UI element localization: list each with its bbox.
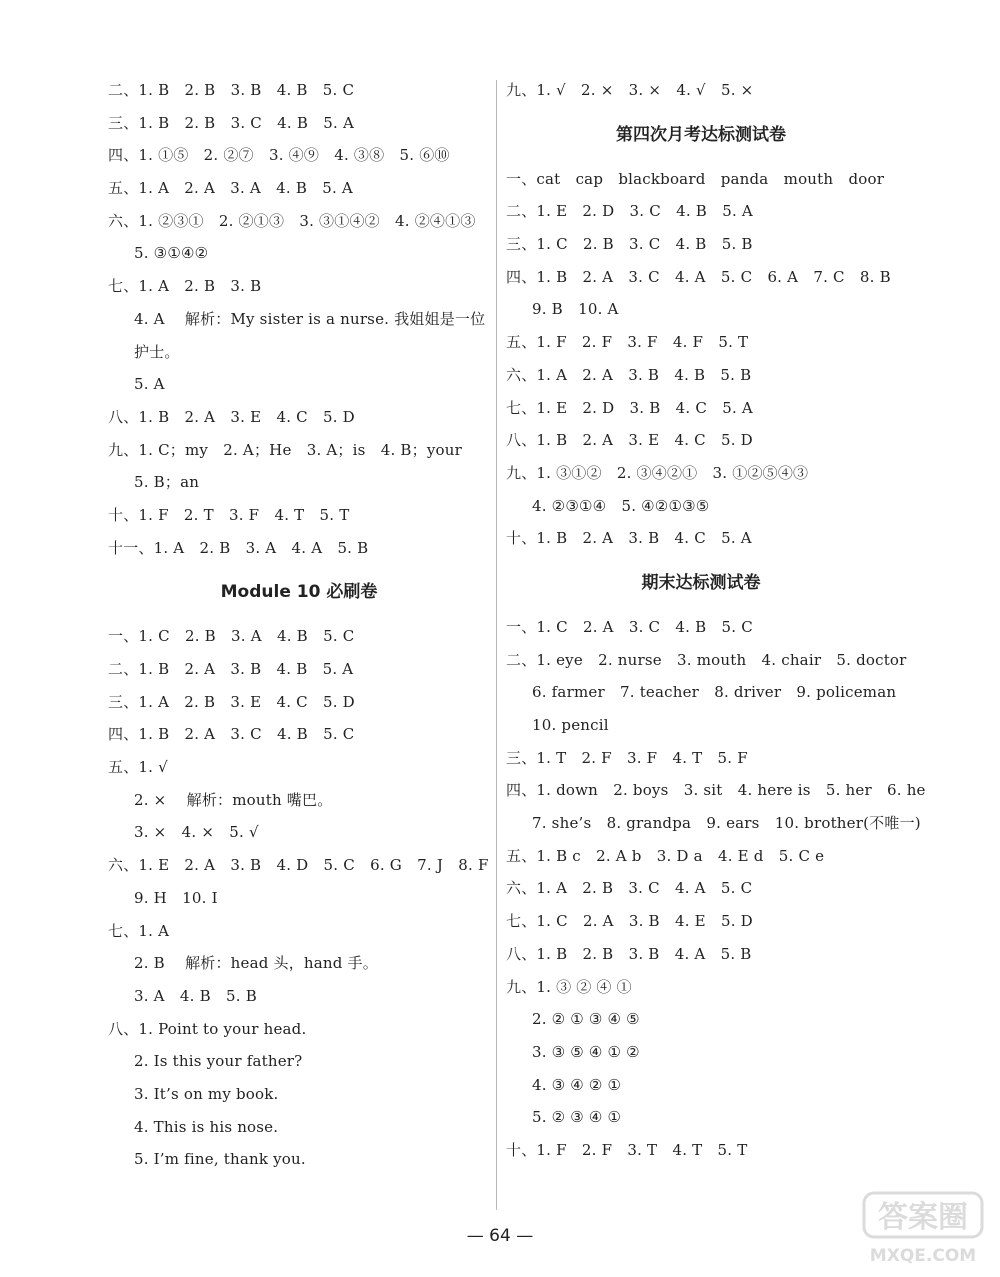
watermark-logo-text: 答案圈 (878, 1200, 968, 1235)
answer-line: 九、1. √ 2. × 3. × 4. √ 5. × (506, 81, 754, 99)
answer-line: 七、1. A 2. B 3. B (108, 277, 262, 296)
answer-line: 八、1. B 2. B 3. B 4. A 5. B (506, 944, 752, 963)
answer-line: 五、1. √ (108, 758, 168, 777)
answer-line: 四、1. ①⑤ 2. ②⑦ 3. ④⑨ 4. ③⑧ 5. ⑥⑩ (108, 146, 450, 165)
answer-line: 六、1. E 2. A 3. B 4. D 5. C 6. G 7. J 8. F (108, 856, 489, 875)
answer-line: 5. B；an (134, 473, 200, 492)
section-title: Module 10 必刷卷 (220, 582, 378, 603)
answer-line: 4. ②③①④ 5. ④②①③⑤ (532, 496, 710, 515)
answer-line: 3. A 4. B 5. B (134, 986, 257, 1005)
answer-line: 二、1. B 2. B 3. B 4. B 5. C (108, 81, 355, 99)
answer-line: 十、1. F 2. T 3. F 4. T 5. T (108, 505, 350, 524)
answer-line: 护士。 (134, 342, 180, 361)
answer-line: 9. B 10. A (532, 300, 619, 319)
answer-line: 八、1. B 2. A 3. E 4. C 5. D (506, 431, 753, 450)
answer-line: 九、1. C；my 2. A；He 3. A；is 4. B；your (108, 440, 462, 459)
answer-line: 三、1. A 2. B 3. E 4. C 5. D (108, 692, 355, 711)
answer-line: 5. ② ③ ④ ① (532, 1108, 622, 1127)
answer-line: 六、1. A 2. A 3. B 4. B 5. B (506, 365, 752, 384)
answer-line: 六、1. ②③① 2. ②①③ 3. ③①④② 4. ②④①③ (108, 211, 476, 230)
answer-line: 十、1. B 2. A 3. B 4. C 5. A (506, 529, 752, 548)
section-title: 第四次月考达标测试卷 (616, 124, 786, 145)
answer-line: 八、1. B 2. A 3. E 4. C 5. D (108, 407, 355, 426)
answer-line: 一、1. C 2. A 3. C 4. B 5. C (506, 617, 753, 636)
answer-line: 4. A 解析：My sister is a nurse. 我姐姐是一位 (134, 309, 486, 328)
answer-line: 4. This is his nose. (134, 1117, 279, 1136)
answer-line: 3. ③ ⑤ ④ ① ② (532, 1042, 640, 1061)
watermark-text: MXQE.COM (869, 1246, 977, 1266)
answer-line: 五、1. B c 2. A b 3. D a 4. E d 5. C e (506, 846, 825, 865)
answer-line: 三、1. C 2. B 3. C 4. B 5. B (506, 235, 753, 254)
answer-line: 六、1. A 2. B 3. C 4. A 5. C (506, 879, 753, 898)
answer-line: 二、1. eye 2. nurse 3. mouth 4. chair 5. doctor (506, 650, 907, 669)
answer-line: 七、1. C 2. A 3. B 4. E 5. D (506, 912, 753, 931)
answer-line: 2. × 解析：mouth 嘴巴。 (134, 790, 333, 809)
answer-line: 2. B 解析：head 头，hand 手。 (134, 954, 378, 973)
answer-line: 2. ② ① ③ ④ ⑤ (532, 1010, 640, 1029)
answer-line: 四、1. down 2. boys 3. sit 4. here is 5. her 6. he (506, 781, 926, 800)
answer-line: 五、1. F 2. F 3. F 4. F 5. T (506, 333, 749, 352)
answer-line: 10. pencil (532, 716, 609, 734)
watermark-logo (858, 1189, 988, 1267)
answer-line: 八、1. Point to your head. (108, 1019, 307, 1038)
answer-line: 七、1. E 2. D 3. B 4. C 5. A (506, 398, 753, 417)
answer-line: 三、1. T 2. F 3. F 4. T 5. F (506, 748, 748, 767)
answer-line: 4. ③ ④ ② ① (532, 1075, 622, 1094)
answer-line: 九、1. ③①② 2. ③④②① 3. ①②⑤④③ (506, 463, 809, 482)
answer-line: 5. A (134, 375, 165, 394)
answer-line: 四、1. B 2. A 3. C 4. A 5. C 6. A 7. C 8. B (506, 267, 891, 286)
answer-line: 五、1. A 2. A 3. A 4. B 5. A (108, 179, 353, 198)
right-column (506, 74, 926, 1167)
answer-line: 七、1. A (108, 921, 170, 940)
page-number: — 64 — (466, 1226, 534, 1246)
answer-line: 一、cat cap blackboard panda mouth door (506, 169, 885, 188)
answer-line: 四、1. B 2. A 3. C 4. B 5. C (108, 725, 355, 744)
answer-line: 9. H 10. I (134, 888, 218, 907)
answer-line: 二、1. E 2. D 3. C 4. B 5. A (506, 202, 753, 221)
answer-line: 一、1. C 2. B 3. A 4. B 5. C (108, 627, 355, 646)
answer-line: 九、1. ③ ② ④ ① (506, 977, 632, 996)
answer-line: 3. It’s on my book. (134, 1084, 279, 1103)
section-title: 期末达标测试卷 (641, 572, 761, 593)
column-divider (496, 80, 497, 1210)
answer-line: 三、1. B 2. B 3. C 4. B 5. A (108, 113, 354, 132)
answer-line: 5. I’m fine, thank you. (134, 1150, 306, 1169)
answer-line: 5. ③①④② (134, 244, 209, 263)
answer-line: 二、1. B 2. A 3. B 4. B 5. A (108, 660, 354, 678)
answer-line: 十一、1. A 2. B 3. A 4. A 5. B (108, 538, 369, 557)
answer-line: 2. Is this your father? (134, 1052, 303, 1071)
answer-line: 6. farmer 7. teacher 8. driver 9. policeman (532, 683, 897, 702)
answer-line: 3. × 4. × 5. √ (134, 823, 259, 842)
answer-line: 7. she’s 8. grandpa 9. ears 10. brother(不唯一) (532, 814, 921, 833)
answer-line: 十、1. F 2. F 3. T 4. T 5. T (506, 1140, 748, 1159)
left-column (108, 74, 490, 1176)
